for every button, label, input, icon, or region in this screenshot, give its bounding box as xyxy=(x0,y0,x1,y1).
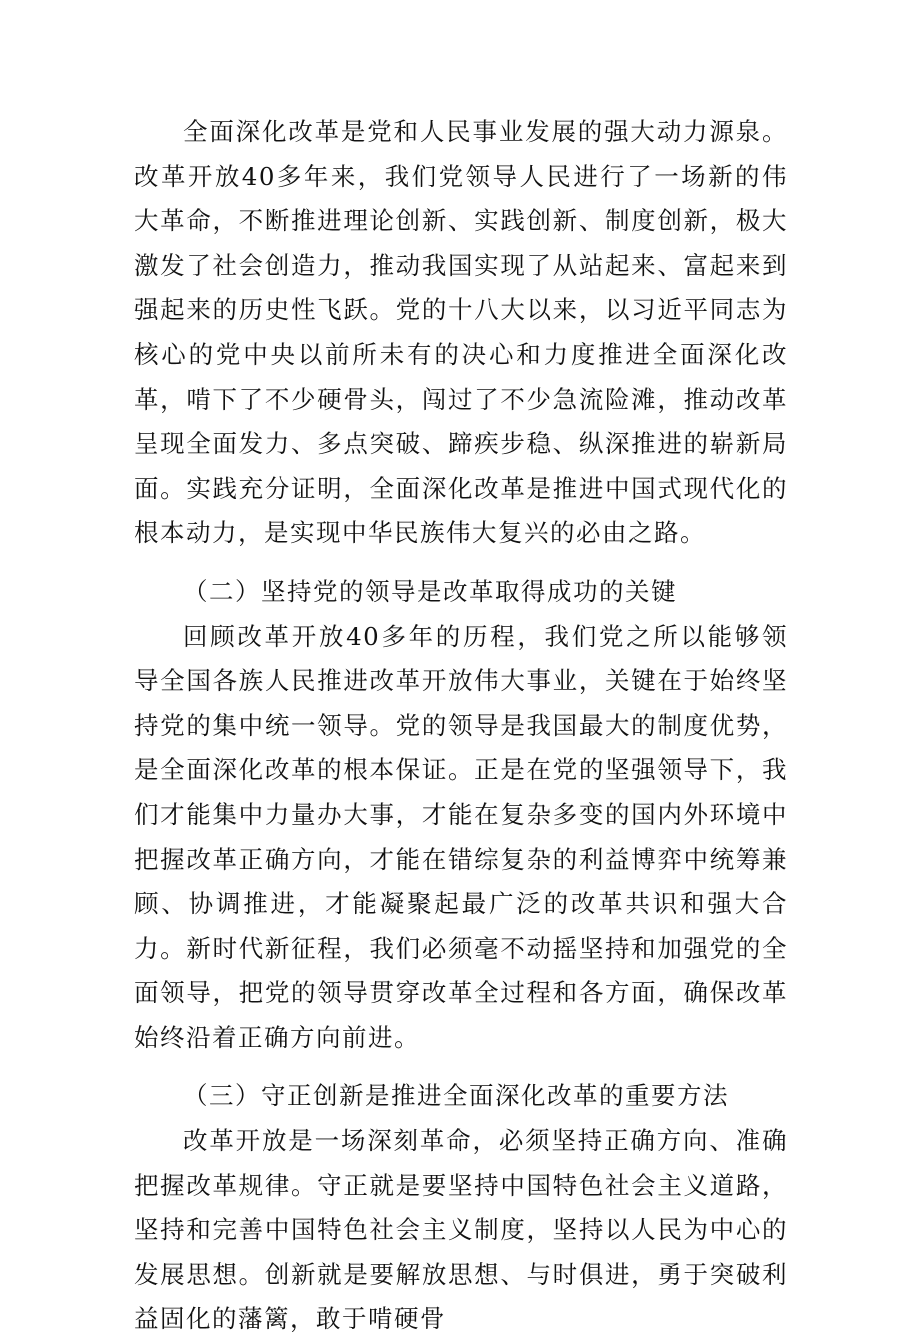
paragraph-reform-driving-force: 全面深化改革是党和人民事业发展的强大动力源泉。改革开放40多年来，我们党领导人民进行了一场新的伟大革命，不断推进理论创新、实践创新、制度创新，极大激发了社会创造力，推动我国实现了从站起来、富起来到强起来的历史性飞跃。党的十八大以来，以习近平同志为核心的党中央以前所未有的决心和力度推进全面深化改革，啃下了不少硬骨头，闯过了不少急流险滩，推动改革呈现全面发力、多点突破、蹄疾步稳、纵深推进的崭新局面。实践充分证明，全面深化改革是推进中国式现代化的根本动力，是实现中华民族伟大复兴的必由之路。 xyxy=(134,117,788,548)
section-heading-party-leadership: （二）坚持党的领导是改革取得成功的关键 xyxy=(183,576,677,606)
paragraph-party-leadership: 回顾改革开放40多年的历程，我们党之所以能够领导全国各族人民推进改革开放伟大事业，关键在于始终坚持党的集中统一领导。党的领导是我国最大的制度优势，是全面深化改革的根本保证。正是在党的坚强领导下，我们才能集中力量办大事，才能在复杂多变的国内外环境中把握改革正确方向，才能在错综复杂的利益博弈中统筹兼顾、协调推进，才能凝聚起最广泛的改革共识和强大合力。新时代新征程，我们必须毫不动摇坚持和加强党的全面领导，把党的领导贯穿改革全过程和各方面，确保改革始终沿着正确方向前进。 xyxy=(134,621,788,1052)
document-body xyxy=(134,110,788,1342)
paragraph-innovation: 改革开放是一场深刻革命，必须坚持正确方向、准确把握改革规律。守正就是要坚持中国特色社会主义道路，坚持和完善中国特色社会主义制度，坚持以人民为中心的发展思想。创新就是要解放思想、与时俱进，勇于突破利益固化的藩篱，敢于啃硬骨 xyxy=(134,1126,788,1334)
section-heading-innovation: （三）守正创新是推进全面深化改革的重要方法 xyxy=(183,1081,729,1111)
